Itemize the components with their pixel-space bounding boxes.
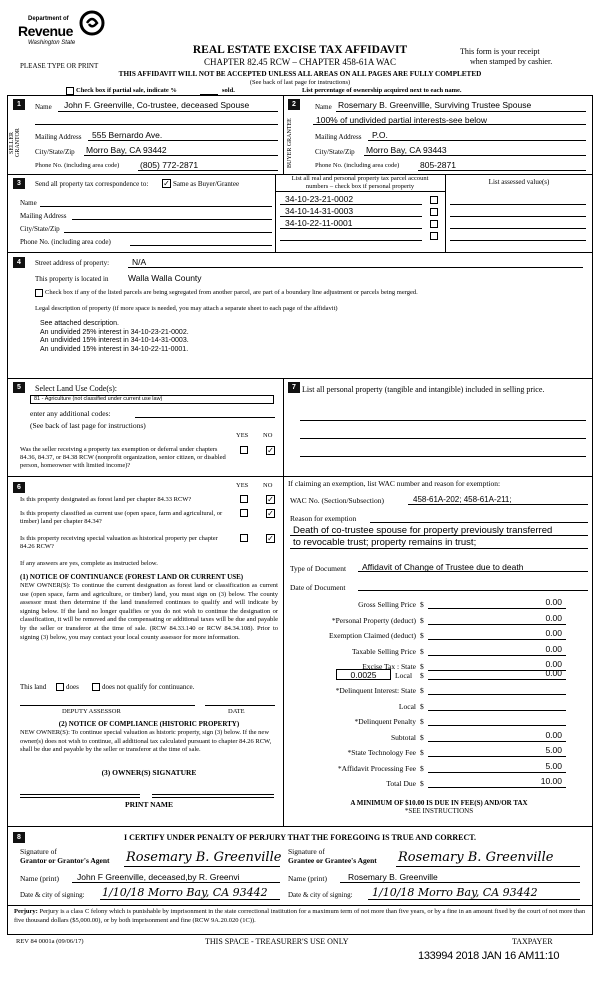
tax-row-dollar: $ (420, 662, 424, 671)
personal-property-checkbox[interactable] (430, 196, 438, 204)
partial-sale-label: Check box if partial sale, indicate % (76, 87, 177, 94)
tax-row-dollar: $ (420, 748, 424, 757)
forest-yes-checkbox[interactable] (240, 495, 248, 503)
legal-description-label: Legal description of property (if more space is needed, you may attach a separate sheet to each page of the affidavit) (35, 305, 338, 312)
sec6-yes-header: YES (236, 482, 249, 489)
assessed-value-field[interactable] (450, 216, 586, 217)
buyer-name-label: Name (315, 103, 332, 111)
sec5-yes-header: YES (236, 432, 249, 439)
tax-row-label: *Affidavit Processing Fee (337, 763, 416, 773)
tax-row-dollar: $ (420, 701, 424, 711)
tax-row-label: Gross Selling Price (358, 600, 416, 609)
grantor-sig-label1: Signature of (20, 847, 57, 856)
qualify-does-not-label: does not qualify for continuance. (102, 683, 195, 691)
grantee-print-label: Name (print) (288, 874, 327, 883)
form-chapter: CHAPTER 82.45 RCW – CHAPTER 458-61A WAC (204, 57, 396, 67)
parcel-list-header2: numbers – check box if personal property (305, 183, 415, 190)
notice-continuance-title: (1) NOTICE OF CONTINUANCE (FOREST LAND OR CURRENT USE) (20, 573, 244, 581)
personal-property-checkbox[interactable] (430, 208, 438, 216)
buyer-phone-input[interactable]: 805-2871 (420, 160, 456, 170)
tax-row-dollar: $ (420, 763, 424, 773)
grantor-signature[interactable]: Rosemary B. Greenville (126, 850, 282, 865)
seller-name-input[interactable]: John F. Greenville, Co-trustee, deceased Spouse (64, 100, 250, 110)
tax-row-dollar: $ (420, 779, 424, 788)
dept-line2: Revenue (18, 23, 73, 39)
historic-yes-checkbox[interactable] (240, 534, 248, 542)
perjury-label: Perjury: (14, 908, 38, 915)
tax-row-label: Excise Tax : State (362, 662, 416, 671)
historic-no-checkbox[interactable]: ✓ (267, 534, 274, 543)
see-back-instructions: (See back of last page for instructions) (249, 79, 351, 86)
personal-property-label: List all personal property (tangible and intangible) included in selling price. (302, 385, 545, 394)
please-type: PLEASE TYPE OR PRINT (20, 62, 99, 70)
tax-row-label: Subtotal (390, 732, 416, 742)
send-correspondence-label: Send all property tax correspondence to: (35, 180, 149, 188)
seller-city-label: City/State/Zip (35, 148, 75, 156)
reason-label: Reason for exemption (290, 514, 357, 523)
pct-ownership-note: List percentage of ownership acquired next to each name. (302, 87, 462, 94)
buyer-phone-label: Phone No. (including area code) (315, 162, 400, 169)
tax-row-dollar: $ (420, 646, 424, 656)
buyer-city-label: City/State/Zip (315, 148, 355, 156)
seller-side-label: SELLER GRANTOR (9, 128, 21, 158)
sec5-see-back: (See back of last page for instructions) (30, 421, 146, 430)
deputy-assessor-label: DEPUTY ASSESSOR (62, 708, 121, 715)
qualify-does-checkbox[interactable] (56, 683, 64, 691)
this-land-label: This land (20, 683, 47, 691)
exemption-yes-checkbox[interactable] (240, 446, 248, 454)
notice-compliance-text: NEW OWNER(S): To continue special valuation as historic property, sign (3) below. If the new owner(s) does not wish to continue, all additional tax calculated pursuant to chapter 84.26 RCW, shall be due and payable by the seller or transferor at the time of sale. (20, 729, 272, 754)
current-use-question: Is this property classified as current use (open space, farm and agricultural, or timber) land per chapter 84.34? (20, 510, 223, 525)
tax-row-dollar: $ (420, 686, 424, 695)
tax-row-dollar: $ (420, 600, 424, 609)
doc-type-input[interactable]: Affidavit of Change of Trustee due to death (362, 562, 524, 572)
grantee-print-name[interactable]: Rosemary B. Greenville (348, 872, 438, 882)
sec3-name-label: Name (20, 199, 37, 207)
local-rate-value: 0.0025 (350, 670, 377, 680)
wac-label: WAC No. (Section/Subsection) (290, 496, 384, 505)
buyer-mailing-input[interactable]: P.O. (372, 130, 388, 140)
tax-row-dollar: $ (420, 717, 424, 726)
seller-city-input[interactable]: Morro Bay, CA 93442 (86, 145, 167, 155)
section-2-number: 2 (288, 99, 300, 110)
legal-description-line[interactable]: An undivided 15% interest in 34-10-14-31-0003. (40, 337, 189, 344)
tax-row-value[interactable]: 0.00 (545, 628, 562, 638)
street-address-input[interactable]: N/A (132, 257, 147, 267)
seller-mailing-label: Mailing Address (35, 133, 82, 141)
tax-row-value[interactable]: 0.00 (545, 597, 562, 607)
section-4-number: 4 (13, 257, 25, 268)
print-name-label: PRINT NAME (125, 800, 173, 809)
form-title: REAL ESTATE EXCISE TAX AFFIDAVIT (192, 44, 408, 56)
current-use-no-checkbox[interactable]: ✓ (267, 509, 274, 518)
parcel-number-input[interactable]: 34-10-23-21-0002 (285, 194, 354, 204)
buyer-name-line2[interactable]: 100% of undivided partial interests-see below (316, 115, 488, 125)
qualify-does-not-checkbox[interactable] (92, 683, 100, 691)
legal-description-line[interactable]: An undivided 15% interest in 34-10-22-11-0001. (40, 345, 189, 353)
tax-row-value[interactable]: 0.00 (545, 659, 562, 669)
tax-row-label: *State Technology Fee (347, 748, 416, 757)
seller-phone-input[interactable]: (805) 772-2871 (140, 160, 199, 170)
notice-continuance-text: NEW OWNER(S): To continue the current designation as forest land or classification as current use (open space, farm and agriculture, or timber) land, you must sign on (3) below. The county assessor must then determine if the land transferred continues to qualify and will indicate by signing below. If the land no longer qualifies or you do not wish to continue the designation or classification, it will be removed and the compensating or additional taxes will be due and payable by the seller or transferor at the time of sale. (RCW 84.33.140 or RCW 84.34.108). Prior to signing (3) below, you may contact your local county assessor for more information. (20, 582, 278, 641)
assessed-value-field[interactable] (450, 240, 586, 241)
sec3-phone-label: Phone No. (including area code) (20, 238, 111, 246)
land-use-select-value: 81 - Agriculture (not classified under current use law) (34, 396, 163, 402)
grantor-print-name[interactable]: John F Greenville, deceased,by R. Greenvi (77, 872, 240, 882)
grantor-date-city[interactable]: 1/10/18 Morro Bay, CA 93442 (102, 886, 268, 899)
parcel-list-header1: List all real and personal property tax parcel account (291, 175, 429, 182)
certify-statement: I CERTIFY UNDER PENALTY OF PERJURY THAT THE FOREGOING IS TRUE AND CORRECT. (123, 833, 476, 842)
local-tax-dollar: $ (420, 671, 424, 680)
seller-phone-label: Phone No. (including area code) (35, 162, 120, 169)
located-in-county[interactable]: Walla Walla County (128, 273, 202, 283)
deputy-date-label: DATE (228, 708, 245, 715)
section-8-number: 8 (13, 832, 25, 843)
located-in-label: This property is located in (35, 275, 109, 283)
qualify-does-label: does (66, 683, 79, 691)
additional-codes-label: enter any additional codes: (30, 409, 111, 418)
tax-row-label: Local (398, 701, 416, 711)
tax-row-value[interactable]: 0.00 (545, 729, 562, 740)
tax-row-value[interactable]: 10.00 (540, 776, 562, 786)
street-address-label: Street address of property: (35, 259, 110, 267)
sec5-no-header: NO (263, 432, 273, 439)
buyer-side-label: BUYER GRANTEE (287, 118, 293, 168)
not-accepted-notice: THIS AFFIDAVIT WILL NOT BE ACCEPTED UNLESS ALL AREAS ON ALL PAGES ARE FULLY COMPLETED (118, 70, 482, 78)
sec6-no-header: NO (263, 482, 273, 489)
current-use-yes-checkbox[interactable] (240, 509, 248, 517)
land-use-select[interactable] (30, 395, 274, 404)
buyer-city-input[interactable]: Morro Bay, CA 93443 (366, 145, 447, 155)
section-1-number: 1 (13, 99, 25, 110)
personal-property-checkbox[interactable] (430, 220, 438, 228)
notice-compliance-title: (2) NOTICE OF COMPLIANCE (HISTORIC PROPERTY) (58, 720, 240, 728)
tax-row-label: *Delinquent Interest: State (335, 686, 416, 695)
tax-row-dollar: $ (420, 732, 424, 742)
tax-row-value[interactable]: 5.00 (545, 760, 562, 771)
grantee-signature[interactable]: Rosemary B. Greenville (398, 850, 554, 865)
parcel-number-input[interactable]: 34-10-22-11-0001 (285, 218, 353, 228)
see-instructions-note: *SEE INSTRUCTIONS (404, 807, 474, 815)
assessed-value-field[interactable] (450, 204, 586, 205)
partial-sale-sold: sold. (222, 87, 235, 94)
dept-line3: Washington State (28, 40, 76, 46)
legal-description-line[interactable]: An undivided 25% interest in 34-10-23-21-0002. (40, 328, 189, 336)
tax-row-label: Exemption Claimed (deduct) (328, 631, 416, 640)
grantor-date-label: Date & city of signing: (20, 891, 85, 899)
land-use-label: Select Land Use Code(s): (35, 384, 117, 393)
forest-no-checkbox[interactable]: ✓ (267, 495, 274, 504)
buyer-mailing-label: Mailing Address (315, 133, 362, 141)
buyer-name-input[interactable]: Rosemary B. Greenvillle, Surviving Trustee Spouse (338, 100, 532, 110)
owner-signature-label: (3) OWNER(S) SIGNATURE (101, 768, 197, 777)
section-6-number: 6 (13, 482, 25, 493)
grantee-sig-label1: Signature of (288, 847, 325, 856)
doc-type-label: Type of Document (290, 564, 347, 573)
receipt-line1: This form is your receipt (460, 47, 540, 56)
section-7-number: 7 (288, 382, 300, 393)
tax-row-value[interactable]: 0.00 (545, 643, 562, 654)
tax-row-value[interactable]: 0.00 (545, 612, 562, 623)
perjury-text: Perjury is a class C felony which is punishable by imprisonment in the state correctional institution for a maximum term of not more than five years, or by a fine in an amount fixed by the court of not more than five thousand dollars ($5,000.00), or by both imprisonment and fine (RCW 9A.20.020 (1C)). (14, 908, 586, 924)
same-as-buyer-checkbox[interactable]: ✓ (163, 179, 170, 188)
rev-number: REV 84 0001a (09/06/17) (16, 938, 84, 945)
segregated-label: Check box if any of the listed parcels are being segregated from another parcel, are part of a boundary line adjustment or parcels being merged. (45, 289, 418, 296)
exemption-no-checkbox[interactable]: ✓ (267, 446, 274, 455)
grantee-date-city[interactable]: 1/10/18 Morro Bay, CA 93442 (372, 886, 538, 899)
treasurer-use-only: THIS SPACE - TREASURER'S USE ONLY (205, 937, 349, 946)
personal-property-checkbox[interactable] (430, 232, 438, 240)
same-as-buyer-label: Same as Buyer/Grantee (173, 180, 240, 188)
local-tax-value[interactable]: 0.00 (545, 668, 562, 678)
tax-row-dollar: $ (420, 631, 424, 640)
local-rate-box[interactable] (336, 669, 391, 680)
historic-question: Is this property receiving special valuation as historical property per chapter 84.26 RCW? (20, 535, 218, 550)
grantor-print-label: Name (print) (20, 874, 59, 883)
tax-row-label: Taxable Selling Price (351, 646, 416, 656)
parcel-number-input[interactable]: 34-10-14-31-0003 (285, 206, 354, 216)
cashier-stamp: 133994 2018 JAN 16 AM11:10 (418, 950, 560, 962)
grantee-agent-label: Grantee or Grantee's Agent (288, 856, 377, 865)
taxpayer-label: TAXPAYER (512, 937, 553, 946)
section-5-number: 5 (13, 382, 25, 393)
sec3-mailing-label: Mailing Address (20, 212, 67, 220)
local-tax-label: Local (395, 671, 413, 680)
tax-row-value[interactable]: 5.00 (545, 745, 562, 755)
dor-logo (16, 10, 108, 56)
partial-sale-checkbox[interactable] (66, 87, 74, 95)
dor-logo-swirl-icon (79, 10, 105, 36)
if-any-yes-note: If any answers are yes, complete as instructed below. (20, 560, 158, 567)
seller-mailing-input[interactable]: 555 Bernardo Ave. (92, 130, 163, 140)
reason-line1[interactable]: Death of co-trustee spouse for property previously transferred (293, 525, 553, 536)
exemption-question: Was the seller receiving a property tax exemption or deferral under chapters 84.36, 84.37, or 84.38 RCW (nonprofit organization, senior citizen, or disabled person, homeowner with limited income)? (20, 446, 226, 469)
grantor-agent-label: Grantor or Grantor's Agent (20, 856, 110, 865)
receipt-line2: when stamped by cashier. (470, 57, 553, 66)
minimum-due-note: A MINIMUM OF $10.00 IS DUE IN FEE(S) AND/OR TAX (350, 799, 528, 807)
assessed-value-field[interactable] (450, 228, 586, 229)
tax-row-dollar: $ (420, 615, 424, 625)
section-3-number: 3 (13, 178, 25, 189)
assessed-values-header: List assessed value(s) (488, 178, 550, 186)
tax-row-label: *Personal Property (deduct) (331, 615, 416, 625)
grantee-date-label: Date & city of signing: (288, 891, 353, 899)
dept-line1: Department of (28, 16, 69, 22)
seller-name-label: Name (35, 103, 52, 111)
wac-input[interactable]: 458-61A-202; 458-61A-211; (413, 495, 512, 504)
sec3-city-label: City/State/Zip (20, 225, 60, 233)
reason-line2[interactable]: to revocable trust; property remains in trust; (293, 537, 477, 548)
exemption-claim-label: If claiming an exemption, list WAC number and reason for exemption: (288, 479, 501, 488)
legal-description-line[interactable]: See attached description. (40, 320, 119, 327)
segregated-checkbox[interactable] (35, 289, 43, 297)
tax-row-label: *Delinquent Penalty (354, 717, 416, 726)
tax-row-label: Total Due (386, 779, 416, 788)
perjury-notice (14, 908, 589, 926)
forest-land-question: Is this property designated as forest land per chapter 84.33 RCW? (20, 496, 192, 503)
doc-date-label: Date of Document (290, 583, 346, 592)
